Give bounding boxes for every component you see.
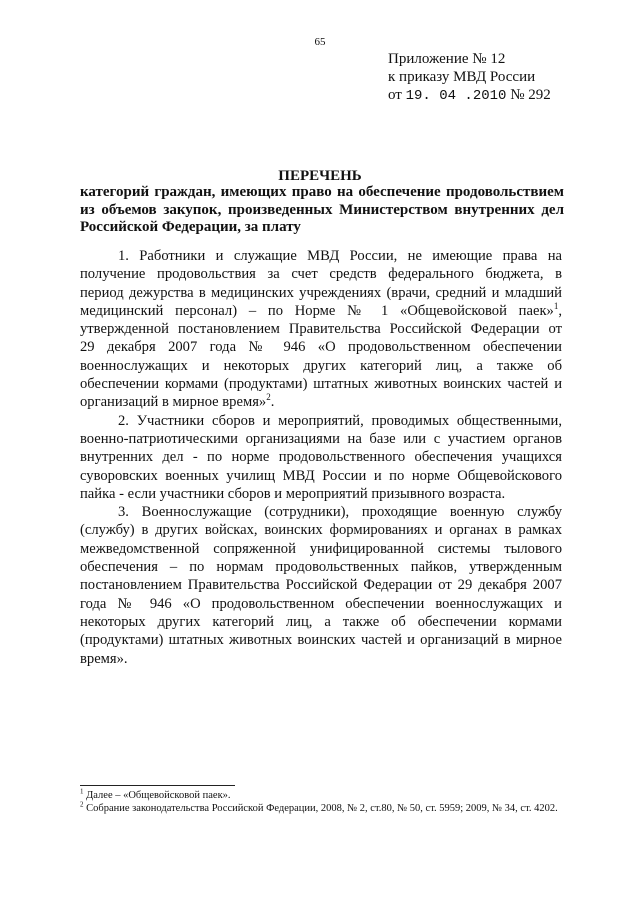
paragraph-line xyxy=(80,613,562,631)
paragraph-1 xyxy=(80,247,562,412)
paragraph-line xyxy=(80,576,562,594)
paragraph-line xyxy=(80,595,562,613)
paragraph-line xyxy=(80,467,562,485)
footnote-divider xyxy=(80,785,235,786)
paragraph-line xyxy=(80,558,562,576)
line-text: время». xyxy=(80,650,128,667)
paragraph-line xyxy=(80,247,562,265)
footnote-text: Далее – «Общевойсковой паек». xyxy=(86,790,231,801)
line-tail: . xyxy=(270,394,275,411)
document-subtitle xyxy=(80,184,564,237)
subtitle-line: Российской Федерации, за плату xyxy=(80,219,301,235)
paragraph-line xyxy=(80,503,562,521)
line-text: пайка - если участники сборов и мероприятий призывного возраста. xyxy=(80,485,506,502)
line-text: суворовских военных училищ МВД России и по норме Общевойскового xyxy=(80,467,562,484)
footnote-mark: 1 xyxy=(80,787,84,796)
line-text: 29 декабря 2007 года № 946 «О продовольственном обеспечении xyxy=(80,339,562,356)
paragraph-3 xyxy=(80,503,562,668)
paragraph-line xyxy=(80,338,562,356)
paragraph-line xyxy=(80,320,562,338)
paragraph-line xyxy=(80,430,562,448)
line-text: организаций в мирное время» xyxy=(80,394,267,411)
line-text: обеспечении кормами (продуктами) штатных животных воинских частей и xyxy=(80,376,562,393)
line-text: 2. Участники сборов и мероприятий, проводимых общественными, xyxy=(118,412,562,429)
line-text: военнослужащих и некоторых других категорий лиц, а также об xyxy=(80,357,562,374)
line-text: некоторых других категорий лиц, а также об обеспечении кормами xyxy=(80,613,562,630)
paragraph-line xyxy=(80,540,562,558)
paragraph-line xyxy=(80,485,562,503)
subtitle-line: категорий граждан, имеющих право на обеспечение продовольствием xyxy=(80,184,564,200)
footnote-1 xyxy=(80,787,562,803)
line-text: межведомственной сопряженной унифицированной системы тылового xyxy=(80,540,562,557)
line-text: военно-патриотическими организациями на базе или с участием органов xyxy=(80,430,562,447)
line-text: 1. Работники и служащие МВД России, не имеющие права на xyxy=(118,248,562,264)
subtitle-line: из объемов закупок, произведенных Министерством внутренних дел xyxy=(80,201,564,218)
paragraph-line xyxy=(80,650,562,668)
document-title: ПЕРЕЧЕНЬ xyxy=(278,168,362,184)
paragraph-line xyxy=(80,302,562,320)
paragraph-line xyxy=(80,448,562,466)
annex-from-label: от xyxy=(388,87,402,103)
paragraph-line xyxy=(80,631,562,649)
line-text: 3. Военнослужащие (сотрудники), проходящие военную службу xyxy=(118,504,562,521)
annex-order-ref: к приказу МВД России xyxy=(388,69,536,85)
footnote-2 xyxy=(80,800,562,816)
line-text: обеспечения – по нормам продовольственных пайков, утвержденным xyxy=(80,559,562,576)
footnotes xyxy=(80,787,562,815)
paragraph-line xyxy=(80,375,562,393)
paragraph-line xyxy=(80,412,562,430)
line-text: (продуктами) штатных животных воинских частей и организаций в мирное xyxy=(80,632,562,649)
line-text: получение продовольствия за счет средств федерального бюджета, в xyxy=(80,266,562,283)
document-body xyxy=(80,247,562,668)
annex-date: 19. 04 .2010 xyxy=(405,88,507,104)
paragraph-line xyxy=(80,265,562,283)
paragraph-line xyxy=(80,284,562,302)
annex-date-line xyxy=(388,86,551,105)
footnote-mark: 2 xyxy=(80,800,84,808)
line-text: период дежурства в медицинских учреждениях (врачи, средний и младший xyxy=(80,284,562,301)
footnote-reference: 2 xyxy=(266,392,271,403)
paragraph-2 xyxy=(80,412,562,503)
paragraph-line xyxy=(80,393,562,411)
footnote-reference: 1 xyxy=(553,301,559,312)
line-text: внутренних дел - по норме продовольственного обеспечения учащихся xyxy=(80,449,562,466)
line-text: медицинский персонал) – по Норме № 1 «Общевойсковой паек» xyxy=(80,302,554,319)
line-tail: , xyxy=(558,302,562,319)
line-text: года № 946 «О продовольственном обеспечении военнослужащих и xyxy=(80,595,562,612)
paragraph-line xyxy=(80,521,562,539)
line-text: утвержденной постановлением Правительства Российской Федерации от xyxy=(80,321,562,338)
annex-header xyxy=(388,50,551,105)
footnote-text: Собрание законодательства Российской Федерации, 2008, № 2, ст.80, № 50, ст. 5959; 2009, № 34, ст. 4202. xyxy=(86,802,558,814)
line-text: (службу) в других войсках, воинских формированиях и органах в рамках xyxy=(80,522,562,539)
page-number: 65 xyxy=(314,36,326,48)
annex-number: Приложение № 12 xyxy=(388,51,506,67)
line-text: постановлением Правительства Российской Федерации от 29 декабря 2007 xyxy=(80,577,562,594)
paragraph-line xyxy=(80,357,562,375)
annex-order-number: № 292 xyxy=(510,87,551,103)
